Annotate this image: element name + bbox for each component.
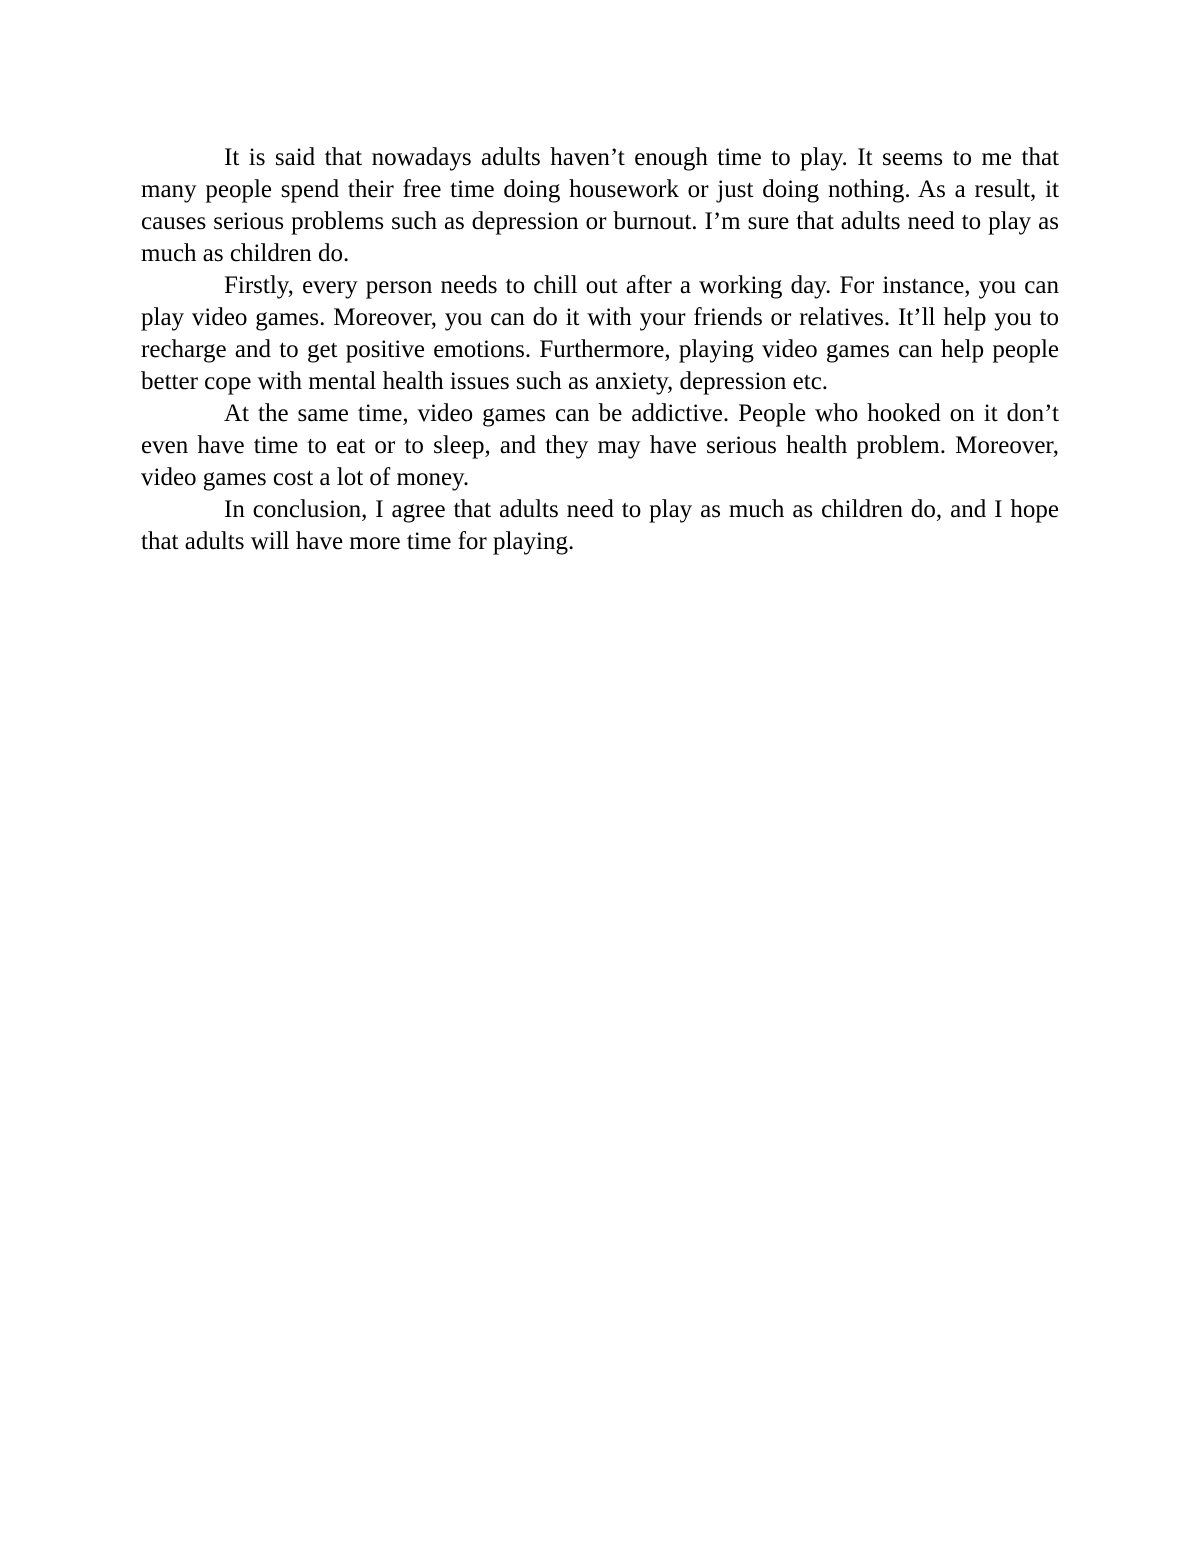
paragraph-argument: Firstly, every person needs to chill out after a working day. For instance, you can play video games. Moreover, you can do it with your friends or relatives. It’ll help you to recharge and to get positive emotions. Furthermore, playing video games can help people better cope with mental health issues such as anxiety, depression etc.: [141, 272, 1059, 395]
paragraph-conclusion: In conclusion, I agree that adults need to play as much as children do, and I hope that adults will have more time for playing.: [141, 496, 1059, 555]
paragraph-intro: It is said that nowadays adults haven’t enough time to play. It seems to me that many people spend their free time doing housework or just doing nothing. As a result, it causes serious problems such as depression or burnout. I’m sure that adults need to play as much as children do.: [141, 144, 1059, 267]
essay-body: [141, 142, 1059, 558]
paragraph-counterargument: At the same time, video games can be addictive. People who hooked on it don’t even have time to eat or to sleep, and they may have serious health problem. Moreover, video games cost a lot of money.: [141, 400, 1059, 491]
